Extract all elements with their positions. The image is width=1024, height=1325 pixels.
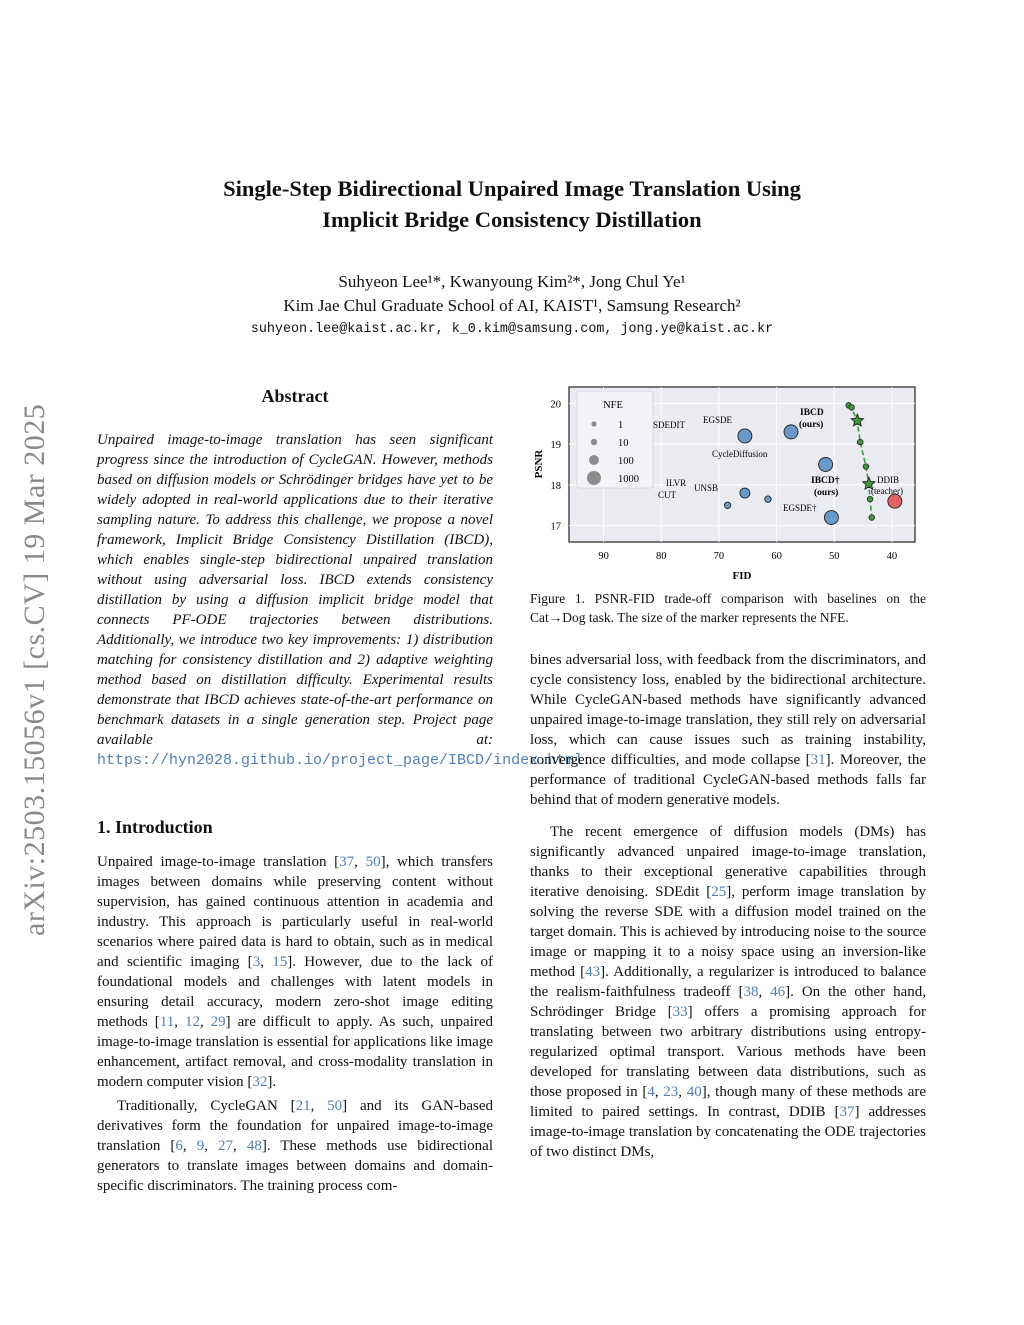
label-egsde: EGSDE	[703, 415, 732, 425]
paper-title	[0, 173, 1024, 235]
citation-link[interactable]: 25	[711, 884, 727, 900]
citation-link[interactable]: 21	[295, 1098, 311, 1114]
label-cyclediffusion: CycleDiffusion	[712, 449, 768, 459]
legend-label: 1	[618, 420, 624, 431]
baseline-point-cyclediffusion	[819, 458, 833, 472]
citation-link[interactable]: 50	[327, 1098, 343, 1114]
citation-link[interactable]: 4	[647, 1084, 655, 1100]
legend-marker	[589, 455, 599, 465]
right-paragraph-1: bines adversarial loss, with feedback from the discriminators, and cycle consistency loss, enabled by the bidirectional architecture. While CycleGAN-based methods have significantly advanced unpaired image-to-image translation, they still rely on adversarial loss, which can cause issues such as training instability, convergence difficulties, and mode collapse [31]. Moreover, the performance of traditional CycleGAN-based methods falls far behind that of modern generative models.	[530, 652, 926, 808]
abstract-text: Unpaired image-to-image translation has seen significant progress since the introduction of CycleGAN. However, methods based on diffusion models or Schrödinger bridges have yet to be widely adopted in real-world applications due to their iterative sampling nature. To address this challenge, we propose a novel framework, Implicit Bridge Consistency Distillation (IBCD), which enables single-step bidirectional unpaired translation without using adversarial loss. IBCD extends consistency distillation by using a diffusion implicit bridge model that connects PF-ODE trajectories between distributions. Additionally, we introduce two key improvements: 1) distribution matching for consistency distillation and 2) adaptive weighting method based on distillation difficulty. Experimental results demonstrate that IBCD achieves state-of-the-art performance on benchmark datasets in a single generation step. Project page available at:	[97, 432, 493, 748]
project-page-link[interactable]: https://hyn2028.github.io/project_page/IBCD/index.html	[97, 752, 584, 769]
y-tick-label: 20	[550, 399, 561, 411]
baseline-point-ddib-teacher-	[888, 494, 902, 508]
intro-paragraph-2: Traditionally, CycleGAN [21, 50] and its GAN-based derivatives form the foundation for unpaired image-to-image translation [6, 9, 27, 48]. These methods use bidirectional generators to translate images between domains and domain-specific discriminators. The training process com-	[97, 1098, 494, 1194]
right-column-body	[530, 650, 926, 1162]
baseline-point-sdedit	[738, 429, 752, 443]
label-ibcd-line1: IBCD	[800, 408, 824, 418]
ibcd-point	[863, 464, 869, 470]
label-egsde-dagger: EGSDE†	[783, 503, 817, 513]
citation-link[interactable]: 32	[252, 1074, 268, 1090]
label-ibcd-dagger-line1: IBCD†	[811, 476, 840, 486]
label-ddib-line2: (teacher)	[871, 486, 903, 496]
intro-paragraph-1: Unpaired image-to-image translation [37, 50], which transfers images between domains while preserving content without supervision, has gained continuous attention in academia and industry. This approach is particularly useful in real-world scenarios where paired data is hard to obtain, such as in medical and scientific imaging [3, 15]. However, due to the lack of foundational models and challenges with latent models in ensuring detail accuracy, modern zero-shot image editing methods [11, 12, 29] are difficult to apply. As such, unpaired image-to-image translation is essential for applications like image enhancement, artifact removal, and cross-modality translation in modern computer vision [32].	[97, 854, 494, 1090]
label-unsb: UNSB	[694, 483, 719, 493]
affiliation-line: Kim Jae Chul Graduate School of AI, KAIST¹, Samsung Research²	[283, 296, 741, 315]
citation-link[interactable]: 38	[743, 984, 759, 1000]
ibcd-point	[867, 496, 873, 502]
author-emails: suhyeon.lee@kaist.ac.kr, k_0.kim@samsung.com, jong.ye@kaist.ac.kr	[250, 322, 774, 337]
baseline-point-unsb	[765, 496, 771, 502]
label-ibcd-line2: (ours)	[799, 420, 824, 430]
author-block	[0, 270, 1024, 318]
legend-marker	[587, 471, 601, 485]
title-line-1: Single-Step Bidirectional Unpaired Image Translation Using	[223, 176, 801, 201]
citation-link[interactable]: 27	[218, 1138, 234, 1154]
x-tick-label: 70	[713, 551, 725, 562]
citation-link[interactable]: 11	[159, 1014, 175, 1030]
y-tick-label: 19	[550, 440, 561, 452]
psnr-fid-chart	[528, 382, 928, 582]
authors-line: Suhyeon Lee¹*, Kwanyoung Kim²*, Jong Chul Ye¹	[338, 272, 686, 291]
label-cut: CUT	[658, 490, 676, 500]
citation-link[interactable]: 3	[252, 954, 261, 970]
citation-link[interactable]: 37	[839, 1104, 855, 1120]
y-axis-label: PSNR	[533, 449, 545, 479]
label-ddib-line1: DDIB	[877, 475, 899, 485]
citation-link[interactable]: 46	[770, 984, 786, 1000]
citation-link[interactable]: 48	[246, 1138, 262, 1154]
x-tick-label: 60	[771, 551, 782, 562]
legend-marker	[591, 439, 597, 445]
x-tick-label: 90	[598, 551, 609, 562]
citation-link[interactable]: 29	[210, 1014, 226, 1030]
citation-link[interactable]: 43	[585, 964, 601, 980]
baseline-point-cut	[740, 488, 750, 498]
ibcd-point	[869, 515, 875, 521]
baseline-point-egsde	[784, 425, 798, 439]
legend-marker	[591, 421, 596, 426]
legend-title: NFE	[603, 400, 623, 411]
legend-label: 10	[618, 438, 629, 449]
ibcd-point	[857, 439, 863, 445]
abstract-heading: Abstract	[261, 386, 329, 406]
right-paragraph-2: The recent emergence of diffusion models (DMs) has significantly advanced unpaired image-to-image translation, thanks to their exceptional generative capabilities through iterative denoising. SDEdit [25], perform image translation by solving the reverse SDE with a diffusion model trained on the target domain. This is achieved by introducing noise to the source image or mapping it to a noisy space using an inversion-like method [43]. Additionally, a regularizer is introduced to balance the realism-faithfulness tradeoff [38, 46]. On the other hand, Schrödinger Bridge [33] offers a promising approach for translating between two arbitrary distributions using entropy-regularized optimal transport. Various methods have been developed for translating between data distributions, such as those proposed in [4, 23, 40], though many of these methods are limited to paired settings. In contrast, DDIB [37] addresses image-to-image translation by concatenating the ODE trajectories of two distinct DMs,	[530, 824, 927, 1160]
x-tick-label: 40	[886, 551, 898, 562]
arxiv-stamp: arXiv:2503.15056v1 [cs.CV] 19 Mar 2025	[18, 403, 51, 936]
x-axis-label: FID	[732, 570, 752, 582]
baseline-point-egsde-	[824, 511, 838, 525]
y-tick-label: 18	[550, 480, 561, 492]
citation-link[interactable]: 12	[184, 1014, 200, 1030]
label-ibcd-dagger-line2: (ours)	[814, 488, 839, 498]
ibcd-point	[849, 405, 855, 411]
label-ilvr: ILVR	[666, 478, 687, 488]
citation-link[interactable]: 9	[196, 1138, 205, 1154]
legend-label: 1000	[618, 474, 639, 485]
introduction-heading: 1. Introduction	[97, 817, 213, 837]
x-tick-label: 80	[656, 551, 667, 562]
introduction-body	[97, 852, 493, 1196]
citation-link[interactable]: 31	[810, 752, 826, 768]
legend-label: 100	[618, 456, 634, 467]
label-sdedit: SDEDIT	[653, 420, 685, 430]
figure-caption: Figure 1. PSNR-FID trade-off comparison with baselines on the Cat→Dog task. The size of the marker represents the NFE.	[530, 591, 926, 625]
citation-link[interactable]: 15	[272, 954, 288, 970]
y-tick-label: 17	[550, 521, 561, 533]
citation-link[interactable]: 6	[175, 1138, 183, 1154]
citation-link[interactable]: 40	[686, 1084, 702, 1100]
citation-link[interactable]: 50	[365, 854, 381, 870]
x-tick-label: 50	[829, 551, 840, 562]
citation-link[interactable]: 23	[663, 1084, 679, 1100]
citation-link[interactable]: 33	[672, 1004, 688, 1020]
title-line-2: Implicit Bridge Consistency Distillation	[322, 207, 702, 232]
baseline-point-ilvr	[724, 502, 730, 508]
citation-link[interactable]: 37	[339, 854, 355, 870]
